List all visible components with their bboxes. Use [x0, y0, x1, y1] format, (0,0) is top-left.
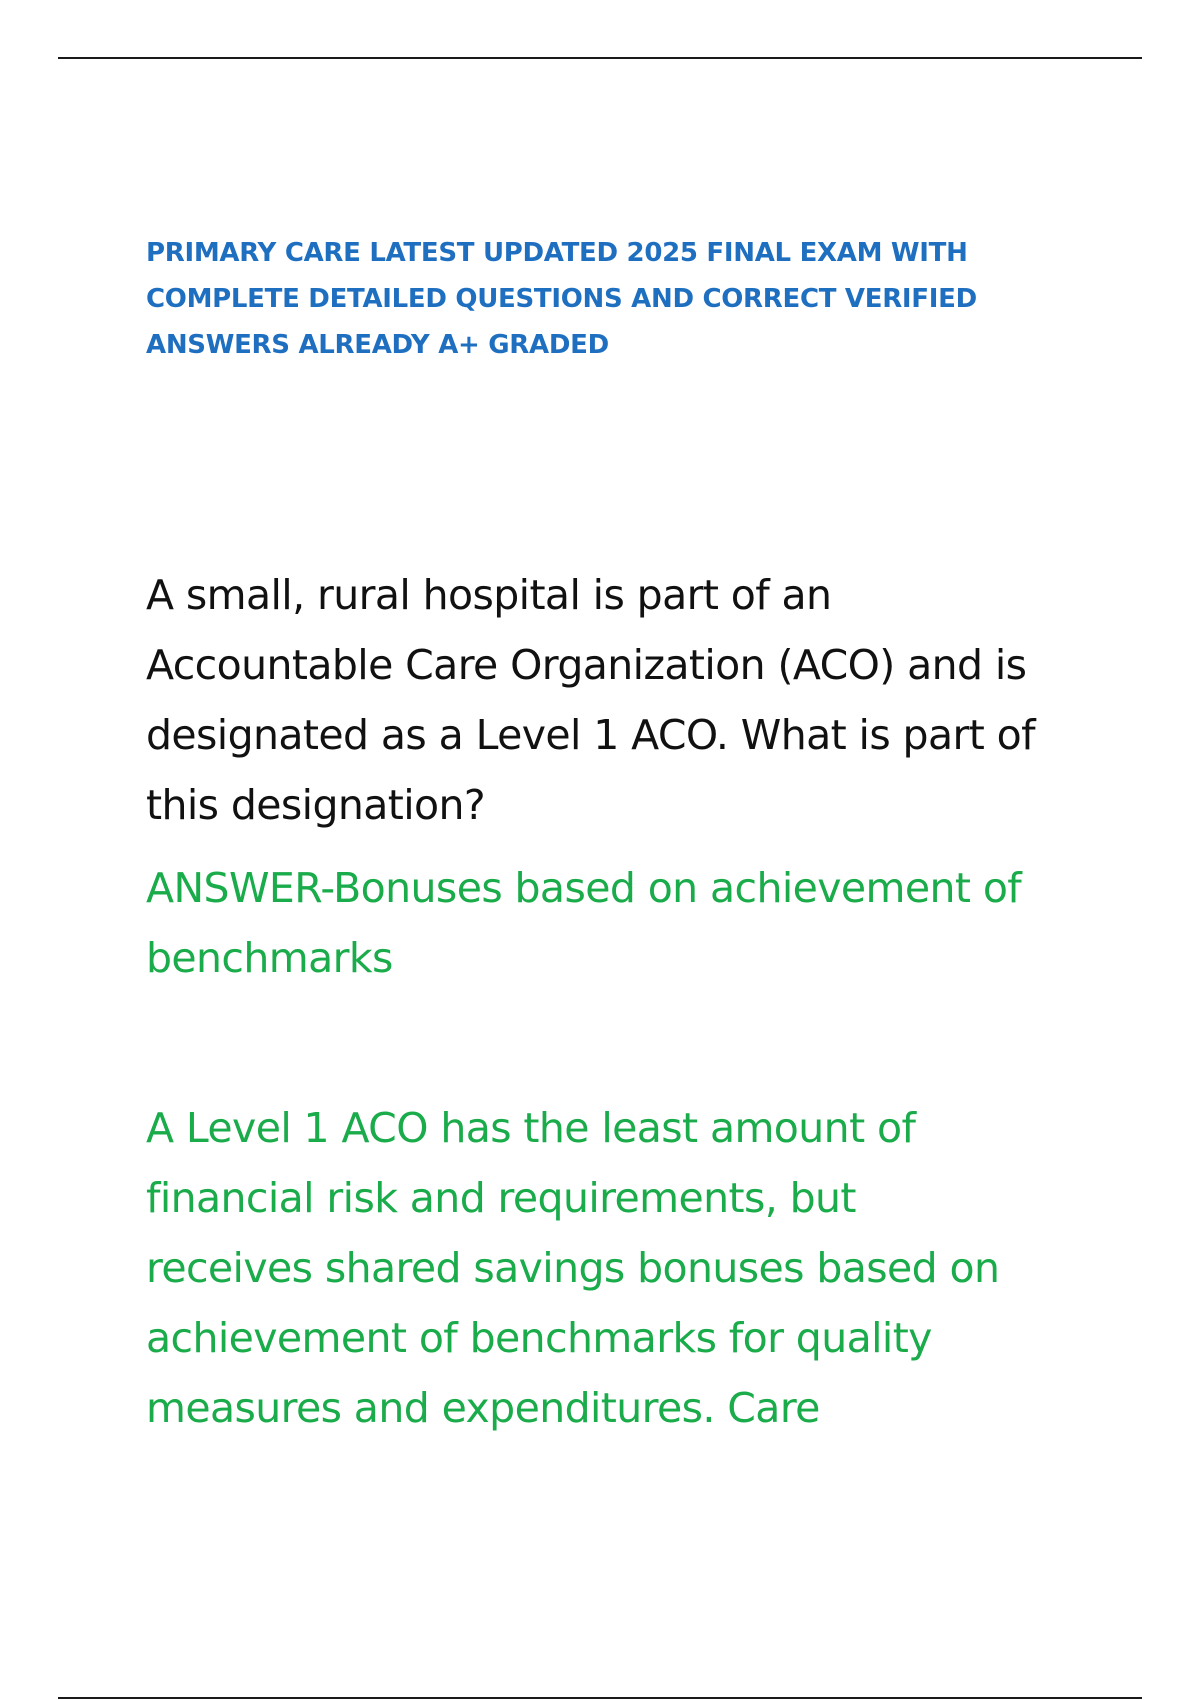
document-title	[146, 230, 1076, 368]
explanation-line: A Level 1 ACO has the least amount of	[146, 1104, 916, 1152]
answer-line: ANSWER-Bonuses based on achievement of	[146, 864, 1022, 912]
explanation-text	[146, 1093, 1146, 1443]
question-line: Accountable Care Organization (ACO) and is	[146, 641, 1027, 689]
explanation-line: measures and expenditures. Care	[146, 1384, 820, 1432]
explanation-line: financial risk and requirements, but	[146, 1174, 856, 1222]
explanation-line: achievement of benchmarks for quality	[146, 1314, 932, 1362]
answer-text	[146, 853, 1146, 993]
question-line: this designation?	[146, 781, 486, 829]
question-line: A small, rural hospital is part of an	[146, 571, 832, 619]
document-title-line: COMPLETE DETAILED QUESTIONS AND CORRECT VERIFIED	[146, 284, 977, 314]
question-line: designated as a Level 1 ACO. What is part of	[146, 711, 1035, 759]
question-text	[146, 560, 1146, 840]
top-divider	[58, 57, 1142, 59]
answer-line: benchmarks	[146, 934, 393, 982]
document-title-line: ANSWERS ALREADY A+ GRADED	[146, 330, 609, 360]
explanation-line: receives shared savings bonuses based on	[146, 1244, 1000, 1292]
bottom-divider	[58, 1697, 1142, 1699]
document-title-line: PRIMARY CARE LATEST UPDATED 2025 FINAL EXAM WITH	[146, 238, 968, 268]
